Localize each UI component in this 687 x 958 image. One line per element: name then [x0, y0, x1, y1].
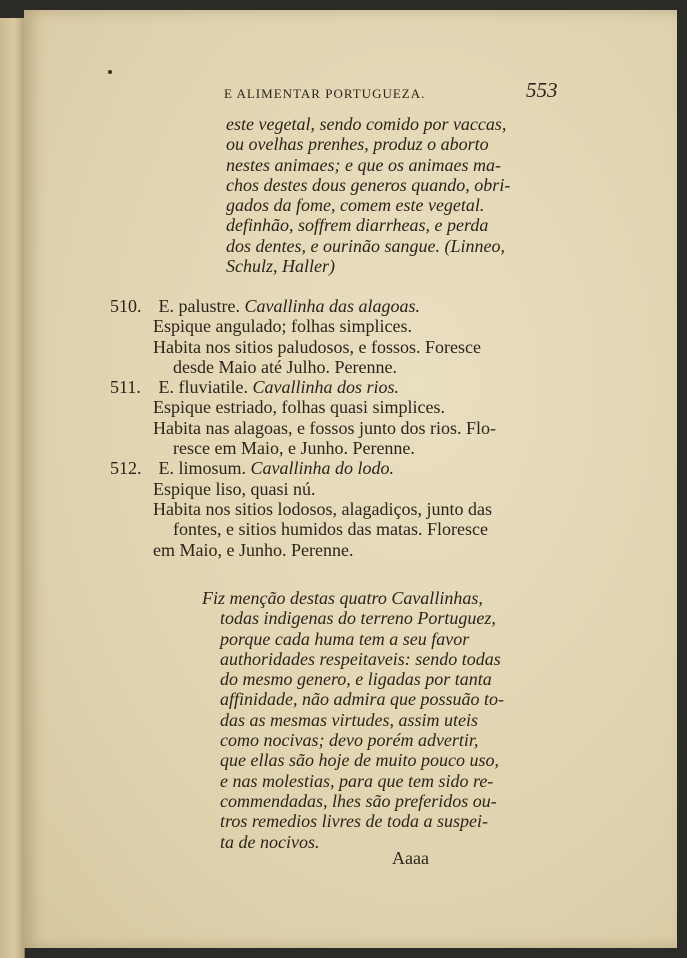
- entry-line: Espique estriado, folhas quasi simplices.: [153, 397, 445, 418]
- intro-line: nestes animaes; e que os animaes ma-: [226, 154, 501, 175]
- ink-speck: [108, 70, 112, 74]
- entry-line: Espique angulado; folhas simplices.: [153, 316, 412, 337]
- closing-line: do mesmo genero, e ligadas por tanta: [220, 669, 492, 690]
- intro-line: dos dentes, e ourinão sangue. (Linneo,: [226, 235, 505, 256]
- intro-paragraph: [226, 114, 564, 276]
- closing-line: tros remedios livres de toda a suspei-: [220, 811, 488, 832]
- closing-line: authoridades respeitaveis: sendo todas: [220, 648, 501, 669]
- entry-latin-name: E. palustre.: [158, 296, 240, 316]
- closing-line: todas indigenas do terreno Portuguez,: [220, 608, 496, 629]
- running-title: E ALIMENTAR PORTUGUEZA.: [224, 86, 426, 101]
- intro-line: ou ovelhas prenhes, produz o aborto: [226, 134, 489, 155]
- closing-line: commendadas, lhes são preferidos ou-: [220, 790, 497, 811]
- entry-line: em Maio, e Junho. Perenne.: [153, 539, 354, 560]
- entry-heading: [110, 296, 565, 316]
- adjacent-page-edge: [0, 18, 25, 958]
- intro-line: Schulz, Haller): [226, 256, 335, 277]
- entry-number: 511.: [110, 377, 141, 398]
- closing-line: como nocivas; devo porém advertir,: [220, 730, 479, 751]
- entry-line: Espique liso, quasi nú.: [153, 478, 316, 499]
- intro-line: chos destes dous generos quando, obri-: [226, 174, 511, 195]
- entry-common-name: Cavallinha dos rios.: [252, 377, 399, 398]
- closing-line: das as mesmas virtudes, assim uteis: [220, 709, 479, 730]
- closing-line: e nas molestias, para que tem sido re-: [220, 770, 494, 791]
- entry-common-name: Cavallinha do lodo.: [250, 458, 395, 479]
- intro-line: gados da fome, comem este vegetal.: [226, 195, 485, 216]
- entry-line: desde Maio até Julho. Perenne.: [173, 356, 397, 377]
- closing-paragraph: [202, 588, 564, 852]
- signature-mark: Aaaa: [392, 848, 429, 868]
- entry-latin-name: E. fluviatile.: [158, 377, 248, 398]
- book-page: [24, 10, 677, 948]
- intro-line: este vegetal, sendo comido por vaccas,: [226, 114, 507, 134]
- entry-common-name: Cavallinha das alagoas.: [244, 296, 420, 316]
- page-number: 553: [526, 78, 558, 102]
- entry-latin-name: E. limosum.: [158, 458, 247, 479]
- entry-heading: [110, 458, 565, 478]
- closing-line: ta de nocivos.: [220, 831, 320, 852]
- intro-line: definhão, soffrem diarrheas, e perda: [226, 215, 489, 236]
- species-entries: [110, 296, 565, 560]
- entry-line: Habita nos sitios paludosos, e fossos. Foresce: [153, 336, 481, 357]
- closing-line: Fiz menção destas quatro Cavallinhas,: [202, 588, 483, 608]
- entry-line: Habita nos sitios lodosos, alagadiços, junto das: [153, 498, 492, 519]
- closing-line: porque cada huma tem a seu favor: [220, 628, 470, 649]
- entry-heading: [110, 377, 565, 397]
- entry-number: 510.: [110, 296, 142, 316]
- entry-number: 512.: [110, 458, 142, 479]
- entry-line: Habita nas alagoas, e fossos junto dos rios. Flo-: [153, 417, 496, 438]
- closing-line: que ellas são hoje de muito pouco uso,: [220, 750, 499, 771]
- entry-line: resce em Maio, e Junho. Perenne.: [173, 438, 415, 459]
- entry-line: fontes, e sitios humidos das matas. Floresce: [173, 519, 488, 540]
- closing-line: affinidade, não admira que possuão to-: [220, 689, 504, 710]
